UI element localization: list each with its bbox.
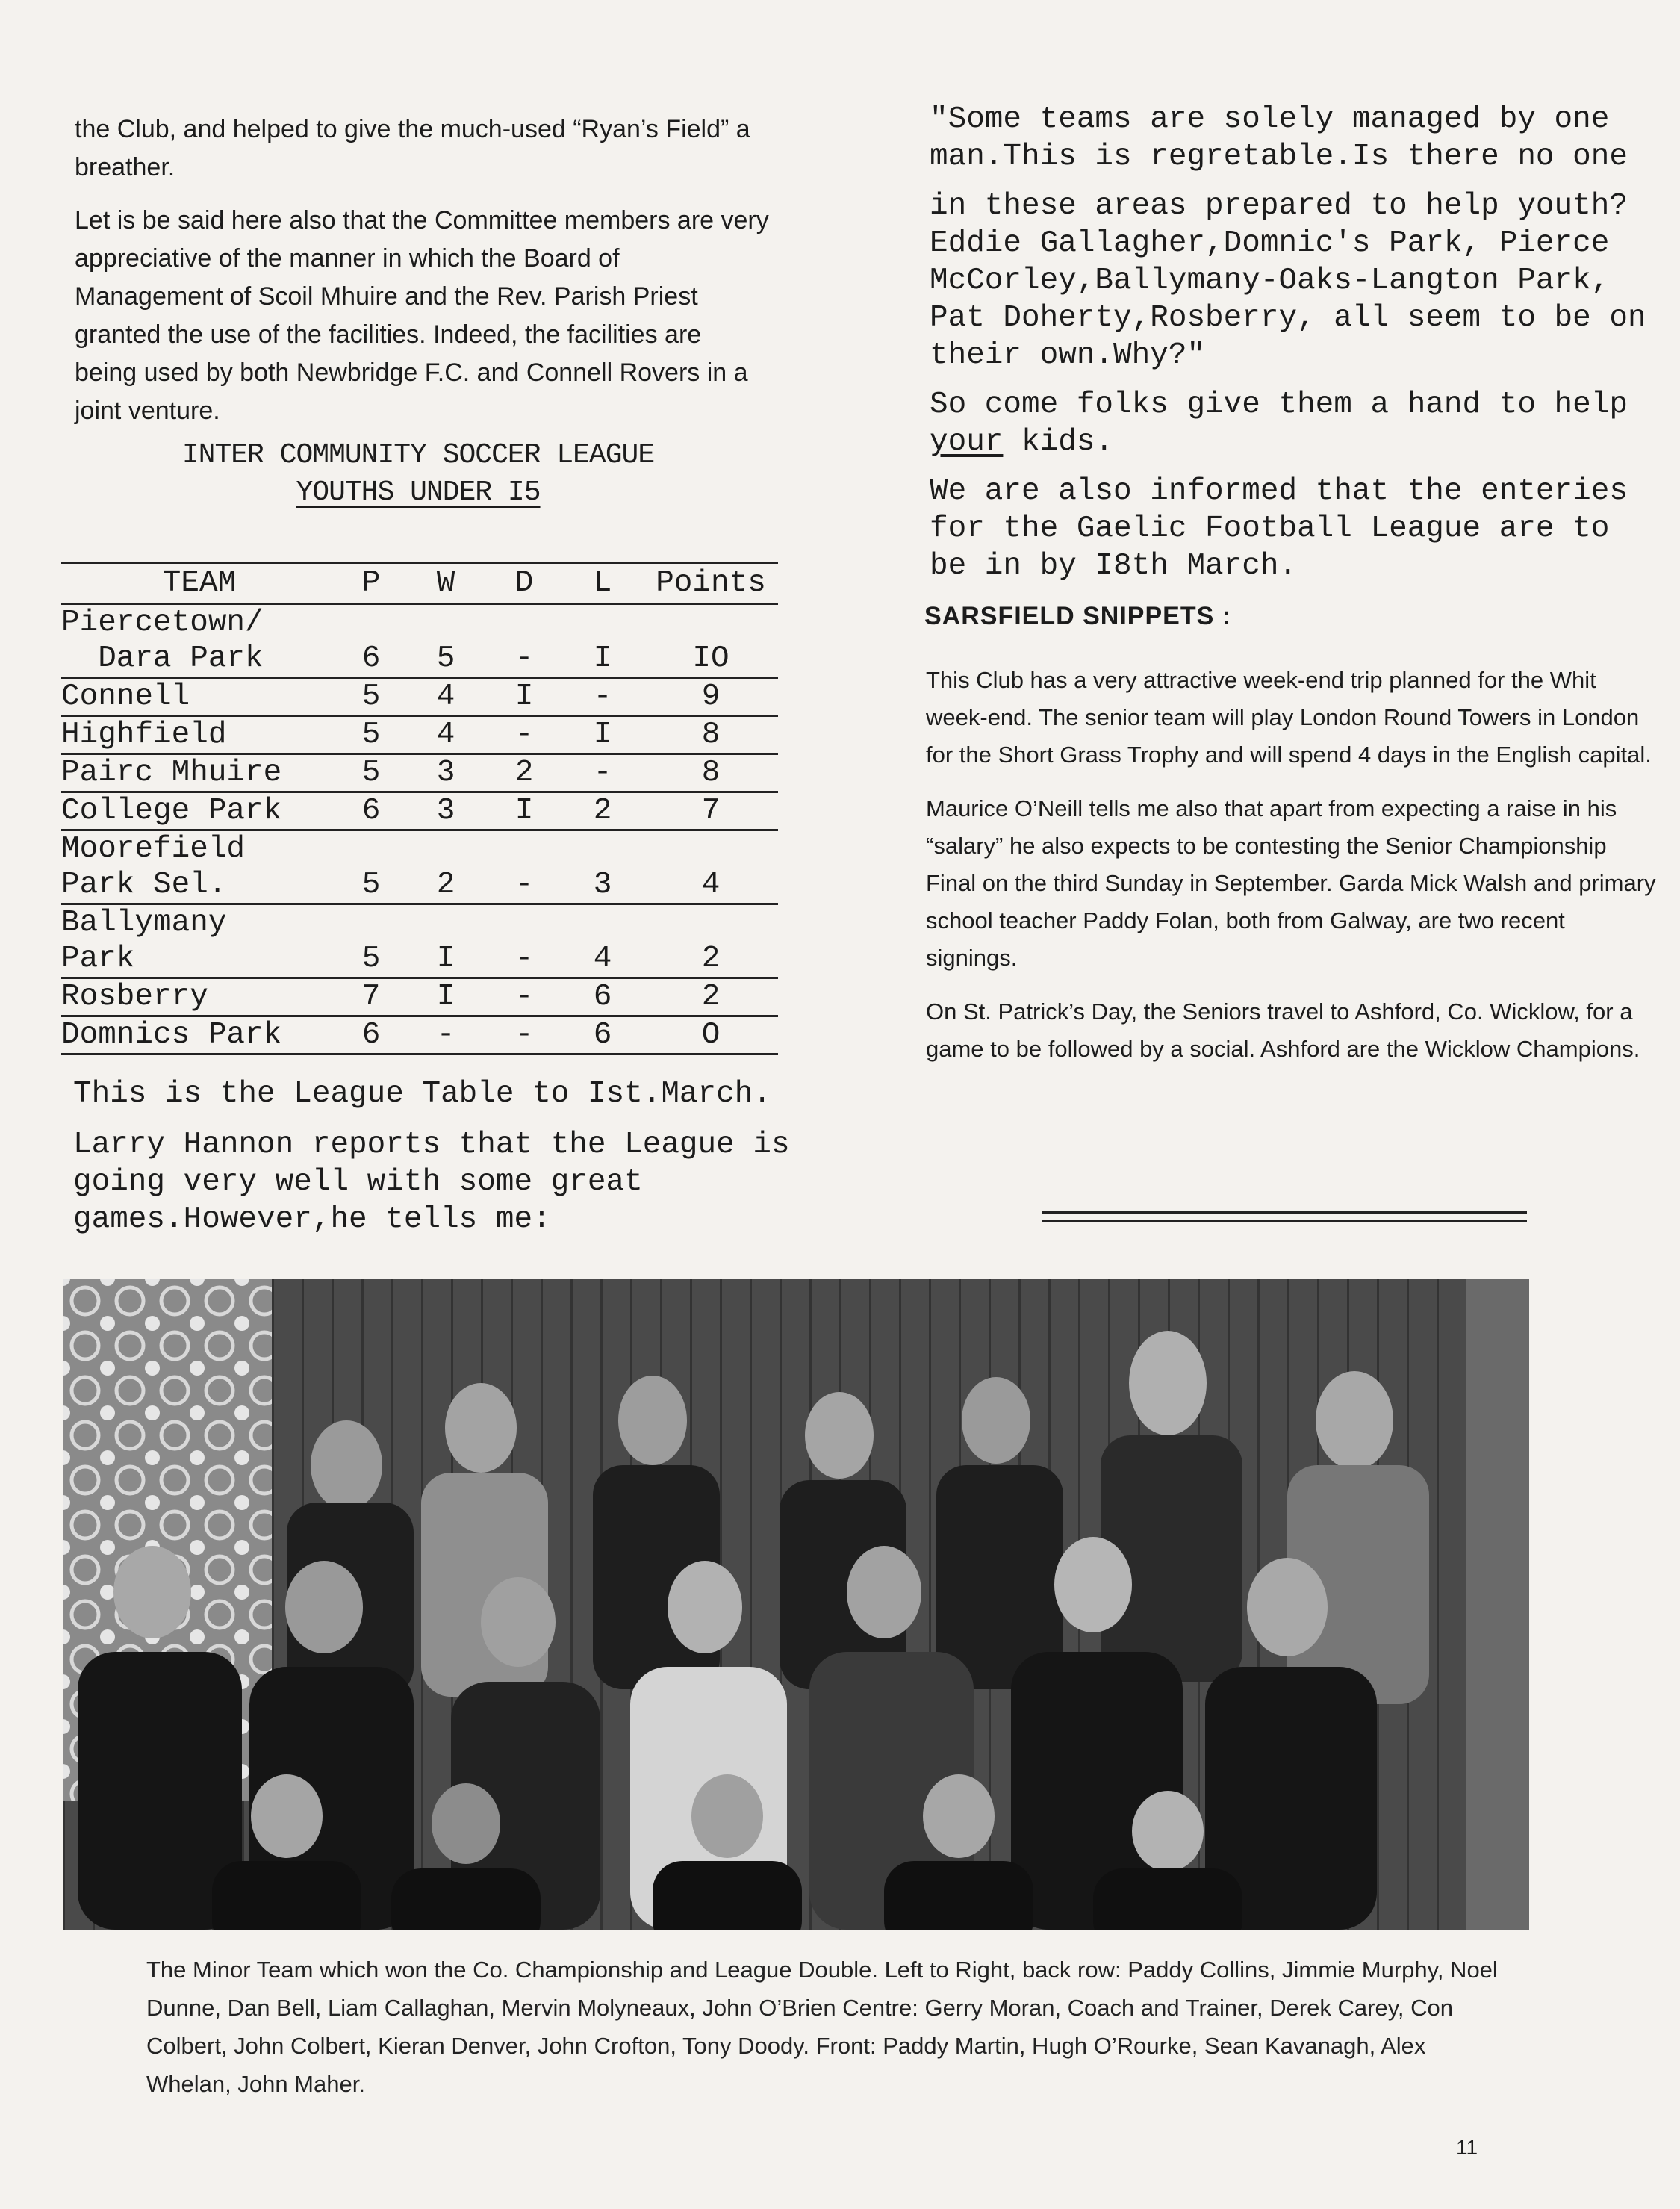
- intro-paragraph-1: the Club, and helped to give the much-used “Ryan’s Field” a breather.: [75, 115, 750, 181]
- snippet-paragraph-2: Maurice O’Neill tells me also that apart from expecting a raise in his “salary” he also expects to be contesting the Senior Championship Final on the third Sunday in September. Garda Mick Walsh and primary school teacher Paddy Folan, both from Galway, are two recent signings.: [926, 795, 1656, 971]
- league-subtitle: YOUTHS UNDER I5: [296, 476, 541, 509]
- table-row: [61, 1016, 778, 1054]
- played: 5: [337, 678, 405, 716]
- col-played: P: [337, 563, 405, 604]
- col-lost: L: [561, 563, 644, 604]
- team-name: Rosberry: [61, 978, 337, 1016]
- right-quote-text: [930, 101, 1646, 597]
- team-photo: [63, 1279, 1529, 1930]
- lost: 6: [561, 978, 644, 1016]
- points: IO: [644, 641, 778, 678]
- won: 4: [405, 716, 487, 754]
- table-row: [61, 754, 778, 792]
- table-row: [61, 941, 778, 978]
- league-table-header: [61, 563, 778, 604]
- team-name: College Park: [61, 792, 337, 830]
- league-heading: [90, 437, 747, 512]
- team-name: Domnics Park: [61, 1016, 337, 1054]
- team-name-line1: Ballymany: [61, 906, 227, 940]
- team-name: Pairc Mhuire: [61, 754, 337, 792]
- played: 7: [337, 978, 405, 1016]
- drawn: -: [487, 716, 561, 754]
- quote-paragraph-3: [930, 386, 1646, 461]
- drawn: -: [487, 641, 561, 678]
- drawn: -: [487, 867, 561, 904]
- played: 6: [337, 792, 405, 830]
- lost: -: [561, 678, 644, 716]
- points: 9: [644, 678, 778, 716]
- lost: 4: [561, 941, 644, 978]
- col-won: W: [405, 563, 487, 604]
- won: -: [405, 1016, 487, 1054]
- played: 5: [337, 754, 405, 792]
- lost: -: [561, 754, 644, 792]
- drawn: I: [487, 678, 561, 716]
- hannon-report: Larry Hannon reports that the League is going very well with some great games.However,he tells me:: [73, 1128, 790, 1237]
- won: 2: [405, 867, 487, 904]
- lost: 6: [561, 1016, 644, 1054]
- team-name: Connell: [61, 678, 337, 716]
- won: 3: [405, 792, 487, 830]
- table-row: [61, 641, 778, 678]
- drawn: 2: [487, 754, 561, 792]
- quote-p3-before: So come folks give them a hand to help: [930, 388, 1628, 422]
- played: 6: [337, 641, 405, 678]
- points: 8: [644, 754, 778, 792]
- won: 3: [405, 754, 487, 792]
- divider-rule: [1042, 1211, 1527, 1214]
- played: 5: [337, 716, 405, 754]
- lost: I: [561, 641, 644, 678]
- photo-caption: The Minor Team which won the Co. Championship and League Double. Left to Right, back row: Paddy Collins, Jimmie Murphy, Noel Dunne, Dan Bell, Liam Callaghan, Mervin Molyneaux, John O’Brien Centre: Gerry Moran, Coach and Trainer, Derek Carey, Con Colbert, John Colbert, Kieran Denver, John Crofton, Tony Doody. Front: Paddy Martin, Hugh O’Rourke, Sean Kavanagh, Alex Whelan, John Maher.: [146, 1957, 1498, 2097]
- col-drawn: D: [487, 563, 561, 604]
- snippet-paragraph-3: On St. Patrick’s Day, the Seniors travel to Ashford, Co. Wicklow, for a game to be followed by a social. Ashford are the Wicklow Champions.: [926, 998, 1640, 1062]
- points: O: [644, 1016, 778, 1054]
- lost: 2: [561, 792, 644, 830]
- team-name: Park: [61, 941, 337, 978]
- left-intro-text: [75, 111, 769, 445]
- drawn: -: [487, 941, 561, 978]
- lost: 3: [561, 867, 644, 904]
- league-title: INTER COMMUNITY SOCCER LEAGUE: [181, 439, 655, 471]
- left-after-text: [73, 1075, 790, 1252]
- played: 5: [337, 941, 405, 978]
- points: 2: [644, 978, 778, 1016]
- intro-paragraph-2: Let is be said here also that the Committee members are very appreciative of the manner in which the Board of Management of Scoil Mhuire and the Rev. Parish Priest granted the use of the facilities. Indeed, the facilities are being used by both Newbridge F.C. and Connell Rovers in a joint venture.: [75, 206, 769, 425]
- won: I: [405, 941, 487, 978]
- table-row: [61, 678, 778, 716]
- points: 7: [644, 792, 778, 830]
- won: I: [405, 978, 487, 1016]
- quote-p3-after: kids.: [1003, 425, 1114, 459]
- drawn: -: [487, 978, 561, 1016]
- lost: I: [561, 716, 644, 754]
- col-points: Points: [644, 563, 778, 604]
- drawn: -: [487, 1016, 561, 1054]
- league-table: [61, 562, 778, 1055]
- points: 8: [644, 716, 778, 754]
- league-table-note: This is the League Table to Ist.March.: [73, 1077, 771, 1111]
- snippets-text: [926, 662, 1658, 1084]
- team-name: Highfield: [61, 716, 337, 754]
- team-name: Park Sel.: [61, 867, 337, 904]
- won: 4: [405, 678, 487, 716]
- snippets-heading: SARSFIELD SNIPPETS :: [924, 602, 1232, 630]
- quote-paragraph-2: in these areas prepared to help youth? Eddie Gallagher,Domnic's Park, Pierce McCorley,Ballymany-Oaks-Langton Park, Pat Doherty,Rosberry, all seem to be on their own.Why?": [930, 189, 1646, 373]
- quote-paragraph-1: "Some teams are solely managed by one man.This is regretable.Is there no one: [930, 102, 1628, 174]
- col-team: TEAM: [61, 563, 337, 604]
- page-number: 11: [1456, 2136, 1478, 2159]
- table-row: [61, 792, 778, 830]
- team-name-line1: Moorefield: [61, 832, 246, 866]
- table-row: [61, 867, 778, 904]
- divider-rule: [1042, 1220, 1527, 1222]
- team-name: Dara Park: [61, 641, 337, 678]
- quote-paragraph-4: We are also informed that the enteries for the Gaelic Football League are to be in by I8th March.: [930, 474, 1628, 583]
- played: 6: [337, 1016, 405, 1054]
- drawn: I: [487, 792, 561, 830]
- team-photo-illustration: [63, 1279, 1529, 1930]
- table-row: [61, 716, 778, 754]
- quote-p3-underlined: your: [930, 425, 1004, 459]
- table-row: [61, 978, 778, 1016]
- snippet-paragraph-1: This Club has a very attractive week-end trip planned for the Whit week-end. The senior team will play London Round Towers in London for the Short Grass Trophy and will spend 4 days in the English capital.: [926, 667, 1652, 768]
- played: 5: [337, 867, 405, 904]
- won: 5: [405, 641, 487, 678]
- team-name-line1: Piercetown/: [61, 606, 264, 640]
- points: 2: [644, 941, 778, 978]
- points: 4: [644, 867, 778, 904]
